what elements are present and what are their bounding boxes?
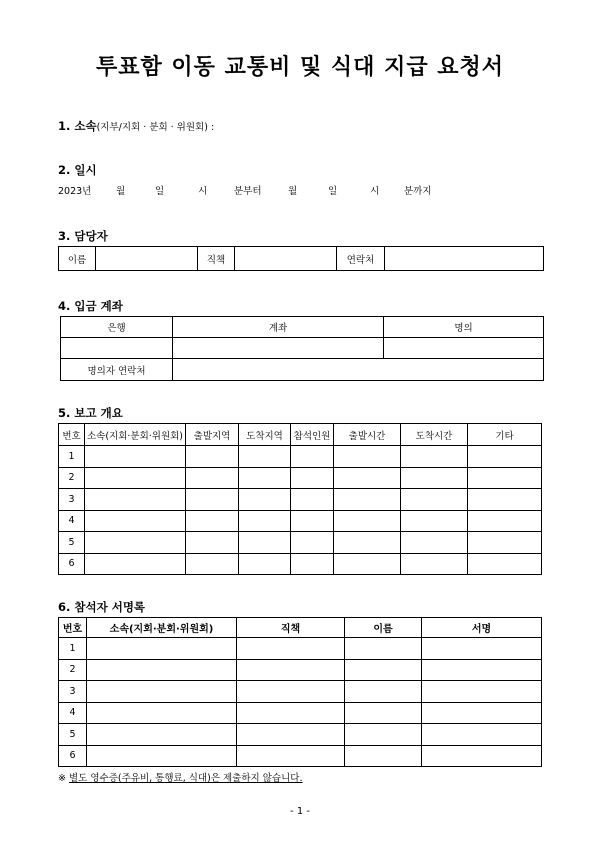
- section-affiliation: [58, 118, 214, 134]
- table-row: [59, 532, 542, 554]
- account-holder-field[interactable]: [384, 338, 544, 359]
- table-row: [59, 681, 542, 703]
- document-title: 투표함 이동 교통비 및 식대 지급 요청서: [96, 55, 504, 80]
- table-row: [59, 489, 542, 511]
- signature-row-number: 4: [59, 702, 87, 724]
- signature-header-affiliation: 소속(지회·분회·위원회): [87, 618, 237, 638]
- report-header-arrival-time: 도착시간: [401, 424, 468, 446]
- manager-position-field[interactable]: [235, 247, 337, 271]
- report-row-number: 4: [59, 510, 85, 532]
- signature-header-name: 이름: [345, 618, 422, 638]
- signature-row-number: 2: [59, 659, 87, 681]
- section-account: [58, 298, 123, 314]
- signature-header-number: 번호: [59, 618, 87, 638]
- table-row: [59, 724, 542, 746]
- section-report-label: 5. 보고 개요: [58, 406, 123, 420]
- report-table: [58, 423, 542, 575]
- table-row: [59, 659, 542, 681]
- report-header-etc: 기타: [468, 424, 542, 446]
- section-datetime: [58, 162, 97, 178]
- datetime-hour-from: 시: [198, 186, 208, 197]
- note-mark: ※: [58, 773, 66, 784]
- table-row: [59, 702, 542, 724]
- section-account-label: 4. 입금 계좌: [58, 299, 123, 313]
- datetime-hour-to: 시: [370, 186, 380, 197]
- manager-position-label: 직책: [198, 247, 235, 271]
- account-number-field[interactable]: [173, 338, 384, 359]
- signature-table: [58, 617, 542, 767]
- report-row-number: 2: [59, 467, 85, 489]
- report-row-number: 5: [59, 532, 85, 554]
- section-manager-label: 3. 담당자: [58, 229, 108, 243]
- table-row: [59, 638, 542, 660]
- account-holder-contact-label: 명의자 연락처: [61, 359, 173, 381]
- signature-row-number: 3: [59, 681, 87, 703]
- section-signatures-label: 6. 참석자 서명록: [58, 600, 146, 614]
- table-row: [59, 446, 542, 468]
- report-header-arrival-area: 도착지역: [239, 424, 291, 446]
- signature-row-number: 1: [59, 638, 87, 660]
- section-affiliation-sub: (지부/지회 · 분회 · 위원회) :: [96, 122, 215, 133]
- table-row: [59, 467, 542, 489]
- manager-table: [58, 246, 544, 271]
- section-report: [58, 405, 123, 421]
- table-row: [59, 553, 542, 575]
- section-manager: [58, 228, 108, 244]
- manager-name-label: 이름: [59, 247, 96, 271]
- report-header-departure-area: 출발지역: [186, 424, 239, 446]
- signature-header-signature: 서명: [422, 618, 542, 638]
- report-header-departure-time: 출발시간: [334, 424, 401, 446]
- receipt-note: [58, 770, 302, 784]
- signature-row-number: 5: [59, 724, 87, 746]
- account-number-header: 계좌: [173, 317, 384, 338]
- report-row-number: 6: [59, 553, 85, 575]
- manager-contact-field[interactable]: [385, 247, 544, 271]
- account-holder-header: 명의: [384, 317, 544, 338]
- datetime-year: 2023년: [58, 186, 92, 197]
- report-row-number: 1: [59, 446, 85, 468]
- signature-header-position: 직책: [237, 618, 345, 638]
- account-holder-contact-field[interactable]: [173, 359, 544, 381]
- report-header-affiliation: 소속(지회·분회·위원회): [85, 424, 186, 446]
- datetime-month-to: 월: [288, 186, 298, 197]
- section-signatures: [58, 599, 145, 615]
- account-bank-header: 은행: [61, 317, 173, 338]
- report-header-number: 번호: [59, 424, 85, 446]
- report-header-attendees: 참석인원: [291, 424, 334, 446]
- section-datetime-label: 2. 일시: [58, 163, 97, 177]
- account-bank-field[interactable]: [61, 338, 173, 359]
- datetime-month-from: 월: [116, 186, 126, 197]
- report-row-number: 3: [59, 489, 85, 511]
- datetime-day-to: 일: [328, 186, 338, 197]
- manager-contact-label: 연락처: [337, 247, 385, 271]
- signature-row-number: 6: [59, 745, 87, 767]
- page-number: - 1 -: [290, 806, 310, 817]
- table-row: [59, 745, 542, 767]
- datetime-day-from: 일: [155, 186, 165, 197]
- datetime-minute-from: 분부터: [234, 186, 262, 197]
- datetime-minute-to: 분까지: [404, 186, 432, 197]
- manager-name-field[interactable]: [96, 247, 198, 271]
- table-row: [59, 510, 542, 532]
- note-text: 별도 영수증(주유비, 통행료, 식대)은 제출하지 않습니다.: [69, 773, 303, 784]
- section-affiliation-label: 1. 소속: [58, 119, 97, 133]
- account-table: [60, 316, 544, 381]
